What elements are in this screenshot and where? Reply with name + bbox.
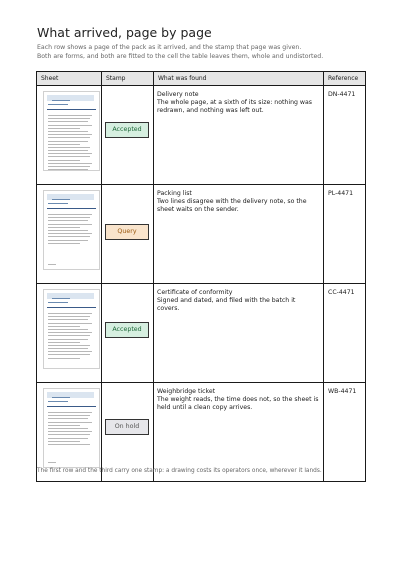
page-title: What arrived, page by page [37, 25, 212, 40]
sheet-text-line [48, 169, 88, 170]
sheet-text-line [48, 434, 90, 435]
sheet-text-line [48, 323, 92, 324]
sheet-text-line [48, 358, 80, 359]
intake-table [36, 71, 366, 482]
sheet-header-band [47, 95, 94, 101]
document-description: Signed and dated, and filed with the batch it covers. [157, 297, 296, 313]
sheet-text-line [48, 332, 92, 333]
intro-line: Each row shows a page of the pack as it arrived, and the stamp that page was given. [37, 44, 302, 51]
stamp-query: Query [105, 224, 149, 240]
table-row [37, 383, 366, 482]
document-title: Weighbridge ticket [157, 388, 216, 395]
sheet-rule [47, 406, 96, 407]
intro-line: Both are forms, and both are fitted to the cell the table leaves them, whole and undistorted. [37, 53, 324, 60]
sheet-rule [47, 307, 96, 308]
table-row [37, 284, 366, 383]
sheet-text-line [48, 233, 92, 234]
sheet-text-line [48, 220, 88, 221]
found-cell [154, 86, 324, 185]
column-header-sheet: Sheet [37, 72, 102, 86]
sheet-header-band [47, 194, 94, 200]
sheet-text-line [48, 166, 90, 167]
sheet-text-line [48, 431, 92, 432]
table-row [37, 86, 366, 185]
intro-text [37, 43, 367, 61]
sheet-text-line [48, 335, 90, 336]
sheet-text-line [48, 236, 90, 237]
sheet-text-line [48, 444, 90, 445]
sheet-text-line [48, 428, 88, 429]
sheet-text-line [48, 115, 92, 116]
sheet-text-line [48, 316, 90, 317]
sheet-body-lines [48, 115, 94, 171]
sheet-text-line [48, 144, 80, 145]
sheet-text-line [48, 326, 80, 327]
sheet-text-line [48, 313, 92, 314]
sheet-text-line [48, 354, 90, 355]
sheet-text-line [48, 415, 90, 416]
document-title: Packing list [157, 190, 192, 197]
column-header-stamp: Stamp [102, 72, 154, 86]
sheet-header-band [47, 293, 94, 299]
sheet-thumbnail [43, 289, 100, 369]
sheet-text-line [48, 348, 88, 349]
sheet-text-line [48, 425, 80, 426]
sheet-text-line [48, 240, 88, 241]
sheet-text-line [48, 150, 88, 151]
document-description: Two lines disagree with the delivery note, so the sheet waits on the sender. [157, 198, 307, 214]
sheet-text-line [48, 243, 80, 244]
sheet-text-line [48, 121, 88, 122]
sheet-thumbnail [43, 91, 100, 171]
sheet-heading [48, 203, 68, 204]
document-title: Delivery note [157, 91, 199, 98]
sheet-text-line [48, 227, 80, 228]
sheet-text-line [48, 438, 88, 439]
reference-cell: CC-4471 [324, 284, 366, 383]
sheet-text-line [48, 141, 88, 142]
sheet-text-line [48, 147, 90, 148]
stamp-cell [102, 284, 154, 383]
sheet-text-line [48, 441, 80, 442]
found-cell [154, 284, 324, 383]
sheet-text-line [48, 319, 88, 320]
sheet-cell [37, 86, 102, 185]
sheet-text-line [48, 422, 92, 423]
sheet-body-lines [48, 412, 94, 447]
sheet-heading [48, 401, 68, 402]
sheet-body-lines [48, 214, 94, 246]
table-row [37, 185, 366, 284]
sheet-text-line [48, 134, 92, 135]
footnote: The first row and the third carry one stamp: a drawing costs its operators once, wherever it lands. [37, 468, 322, 474]
sheet-body-lines [48, 313, 94, 361]
sheet-heading [48, 104, 68, 105]
sheet-text-line [48, 153, 92, 154]
sheet-text-line [48, 163, 92, 164]
stamp-on-hold: On hold [105, 419, 149, 435]
sheet-text-line [48, 128, 80, 129]
table-header-row [37, 72, 366, 86]
stamp-cell [102, 86, 154, 185]
sheet-text-line [48, 345, 90, 346]
sheet-rule [47, 109, 96, 110]
sheet-cell [37, 383, 102, 482]
sheet-footer-line [48, 264, 56, 265]
found-cell [154, 185, 324, 284]
sheet-text-line [48, 214, 92, 215]
sheet-text-line [48, 412, 92, 413]
sheet-text-line [48, 160, 80, 161]
sheet-text-line [48, 339, 88, 340]
column-header-found: What was found [154, 72, 324, 86]
sheet-text-line [48, 217, 90, 218]
document-description: The weight reads, the time does not, so the sheet is held until a clean copy arrives. [157, 396, 319, 412]
sheet-footer-line [48, 462, 56, 463]
sheet-text-line [48, 125, 92, 126]
sheet-text-line [48, 351, 92, 352]
sheet-thumbnail [43, 388, 100, 468]
sheet-header-band [47, 392, 94, 398]
sheet-text-line [48, 131, 88, 132]
reference-cell: WB-4471 [324, 383, 366, 482]
sheet-heading [48, 302, 68, 303]
sheet-thumbnail [43, 190, 100, 270]
stamp-cell [102, 383, 154, 482]
sheet-text-line [48, 156, 90, 157]
document-description: The whole page, at a sixth of its size: nothing was redrawn, and nothing was left out. [157, 99, 312, 115]
stamp-accepted: Accepted [105, 122, 149, 138]
sheet-cell [37, 284, 102, 383]
found-cell [154, 383, 324, 482]
reference-cell: PL-4471 [324, 185, 366, 284]
sheet-rule [47, 208, 96, 209]
sheet-text-line [48, 118, 90, 119]
sheet-text-line [48, 329, 88, 330]
reference-cell: DN-4471 [324, 86, 366, 185]
column-header-reference: Reference [324, 72, 366, 86]
sheet-text-line [48, 224, 92, 225]
document-title: Certificate of conformity [157, 289, 233, 296]
sheet-text-line [48, 342, 80, 343]
stamp-cell [102, 185, 154, 284]
sheet-cell [37, 185, 102, 284]
sheet-text-line [48, 418, 88, 419]
stamp-accepted: Accepted [105, 322, 149, 338]
sheet-text-line [48, 230, 88, 231]
sheet-text-line [48, 137, 90, 138]
